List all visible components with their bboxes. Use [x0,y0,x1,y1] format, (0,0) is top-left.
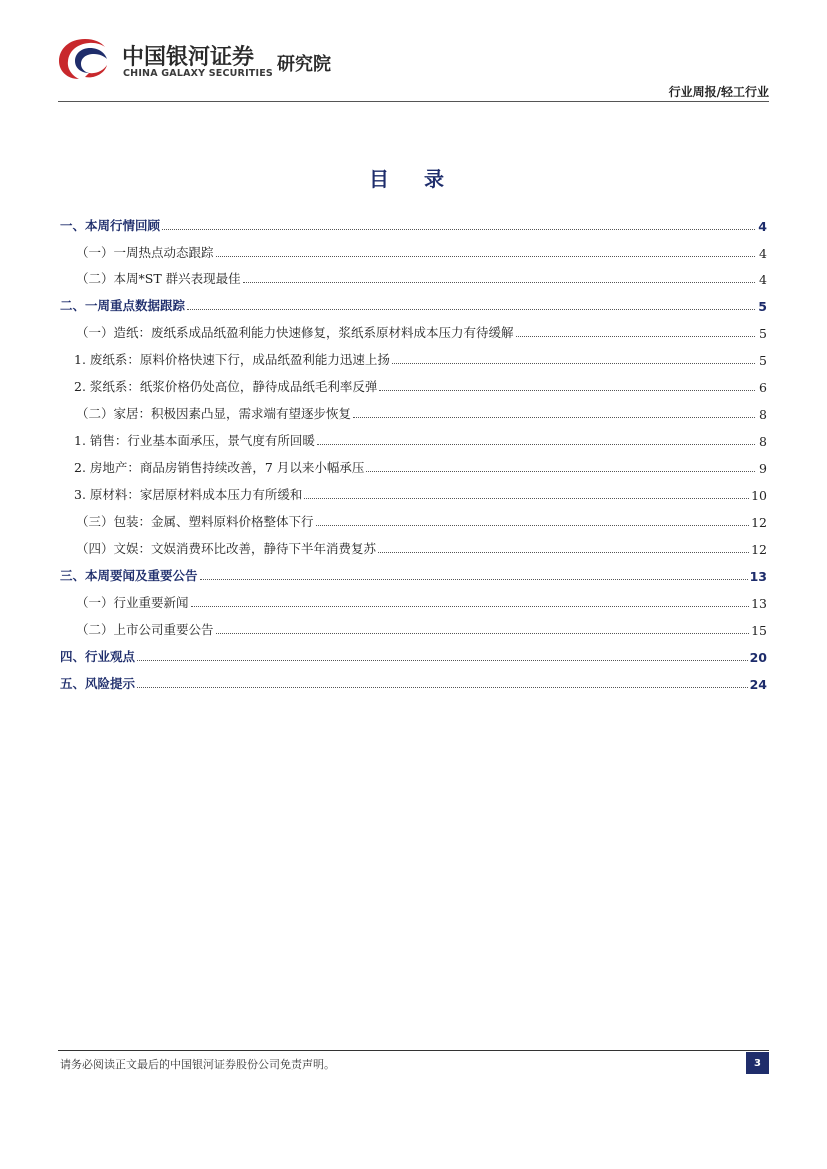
toc-entry-page: 13 [749,569,767,584]
toc-entry[interactable] [60,294,767,314]
toc-entry[interactable] [74,456,767,476]
toc-dot-leader [191,605,750,607]
toc-entry-page: 10 [751,488,767,503]
toc-entry[interactable] [74,348,767,368]
page-header [0,0,827,105]
toc-entry-label: 1. 销售：行业基本面承压，景气度有所回暖 [74,433,315,448]
toc-entry-label: （二）家居：积极因素凸显，需求端有望逐步恢复 [76,406,352,421]
toc-entry-page: 4 [759,246,767,261]
toc-entry[interactable] [76,321,767,341]
toc-entry-page: 12 [751,515,767,530]
toc-dot-leader [162,228,755,230]
toc-entry[interactable] [60,645,767,665]
toc-entry-label: （四）文娱：文娱消费环比改善，静待下半年消费复苏 [76,541,377,556]
toc-dot-leader [216,255,755,257]
toc-entry-label: （一）一周热点动态跟踪 [76,245,214,260]
toc-entry-page: 24 [749,677,767,692]
brand-name-cn: 中国银河证券 [122,45,255,70]
toc-entry-page: 20 [749,650,767,665]
toc-entry-label: 3. 原材料：家居原材料成本压力有所缓和 [74,487,303,502]
toc-dot-leader [317,443,755,445]
toc-entry[interactable] [74,375,767,395]
toc-entry-label: （一）造纸：废纸系成品纸盈利能力快速修复，浆纸系原材料成本压力有待缓解 [76,325,514,340]
toc-entry[interactable] [76,267,767,287]
toc-entry-page: 5 [758,299,767,314]
toc-entry-page: 8 [759,407,767,422]
toc-entry-label: 2. 房地产：商品房销售持续改善，7 月以来小幅承压 [74,460,365,475]
toc-title: 目 录 [369,167,458,191]
toc-entry-label: 一、本周行情回顾 [60,218,161,233]
toc-entry-label: 五、风险提示 [60,676,136,691]
toc-entry-label: 1. 废纸系：原料价格快速下行，成品纸盈利能力迅速上扬 [74,352,390,367]
toc-entry-page: 4 [759,272,767,287]
toc-entry[interactable] [76,537,767,557]
toc-entry[interactable] [74,429,767,449]
toc-entry[interactable] [76,510,767,530]
toc-entry-page: 5 [759,326,767,341]
toc-entry[interactable] [76,402,767,422]
toc-entry[interactable] [60,214,767,234]
toc-entry[interactable] [74,483,767,503]
toc-entry-page: 8 [759,434,767,449]
toc-dot-leader [200,578,748,580]
toc-dot-leader [353,416,755,418]
toc-entry-page: 15 [751,623,767,638]
toc-entry[interactable] [60,564,767,584]
brand-name-en: CHINA GALAXY SECURITIES [123,68,273,79]
toc-entry-page: 12 [751,542,767,557]
toc-entry[interactable] [76,241,767,261]
toc-dot-leader [187,308,755,310]
toc-entry-label: 三、本周要闻及重要公告 [60,568,198,583]
toc-entry-label: （二）上市公司重要公告 [76,622,214,637]
brand-department: 研究院 [277,54,331,75]
china-galaxy-logo-icon [55,35,111,83]
page-number-badge: 3 [746,1052,769,1074]
toc-entry-page: 6 [759,380,767,395]
header-divider [58,101,769,102]
report-type: 行业周报/轻工行业 [668,85,769,99]
toc-dot-leader [304,497,749,499]
toc-entry-label: （一）行业重要新闻 [76,595,189,610]
toc-entry-page: 5 [759,353,767,368]
toc-dot-leader [243,281,755,283]
toc-dot-leader [137,686,748,688]
toc-dot-leader [379,389,755,391]
toc-entry-page: 13 [751,596,767,611]
toc-entry-label: 2. 浆纸系：纸浆价格仍处高位，静待成品纸毛利率反弹 [74,379,378,394]
toc-dot-leader [216,632,750,634]
toc-entry-label: 四、行业观点 [60,649,136,664]
footer-disclaimer: 请务必阅读正文最后的中国银河证券股份公司免责声明。 [60,1058,335,1071]
toc-dot-leader [316,524,750,526]
toc-dot-leader [378,551,749,553]
footer-divider [58,1050,769,1051]
toc-entry[interactable] [60,672,767,692]
toc-dot-leader [516,335,755,337]
toc-entry-label: （二）本周*ST 群兴表现最佳 [76,271,241,286]
toc-entry-label: （三）包装：金属、塑料原料价格整体下行 [76,514,314,529]
toc-entry[interactable] [76,591,767,611]
toc-entry-page: 9 [759,461,767,476]
toc-dot-leader [392,362,755,364]
toc-entry[interactable] [76,618,767,638]
toc-dot-leader [366,470,755,472]
toc-entry-page: 4 [758,219,767,234]
toc-dot-leader [137,659,748,661]
toc-entry-label: 二、一周重点数据跟踪 [60,298,186,313]
